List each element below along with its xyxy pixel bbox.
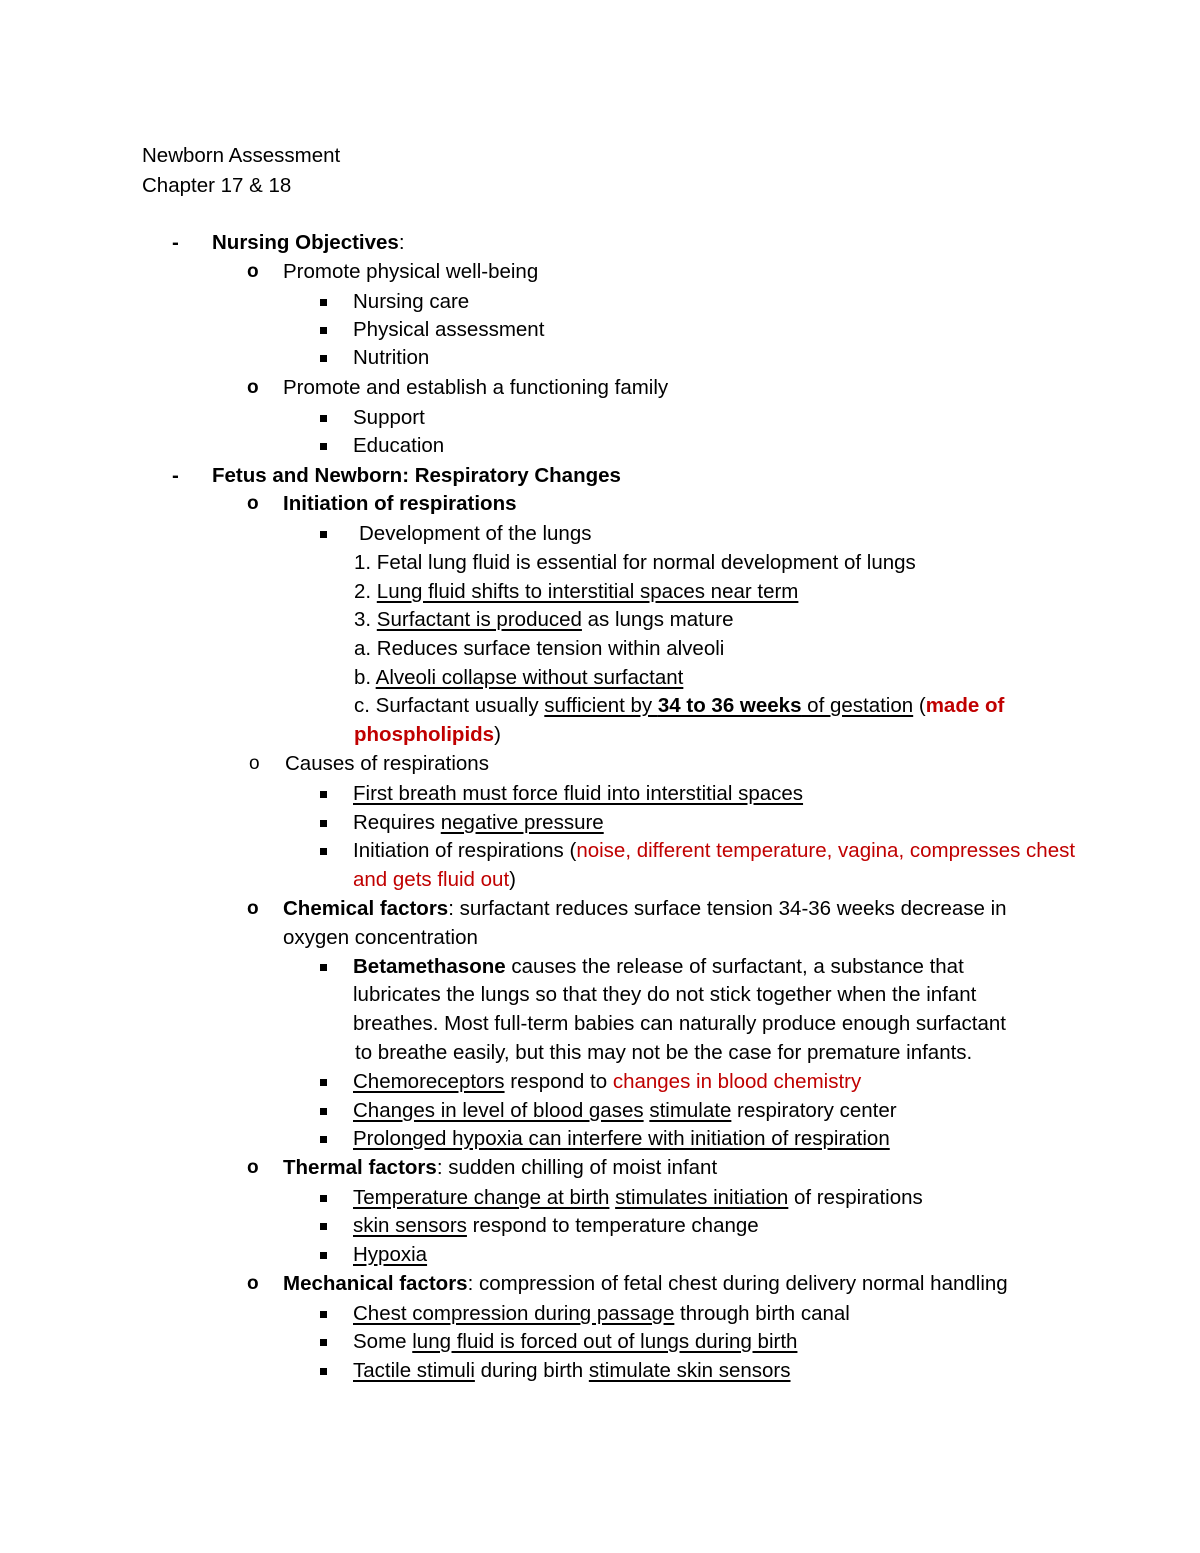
square-bullet-icon [320,415,327,422]
outline-line [353,405,425,431]
text-run: Tactile stimuli [353,1359,475,1382]
circle-bullet-icon: o [249,753,260,774]
square-bullet-icon [320,1223,327,1230]
text-run: Nursing care [353,290,470,313]
square-bullet-icon [320,531,327,538]
text-run: Chemical factors [283,897,449,920]
text-run: made of [925,694,1005,717]
text-run: : compression of fetal chest during delivery normal handling [467,1272,1008,1295]
outline-line [354,665,683,691]
outline-line [353,317,544,343]
text-run: 34 to 36 weeks [657,694,802,717]
text-run: c. Surfactant usually [354,694,545,717]
outline-line [354,579,798,605]
outline-line [353,867,516,893]
text-run: Some [353,1330,413,1353]
circle-bullet-icon: o [247,898,259,919]
outline-line [354,722,501,748]
outline-line [354,607,733,633]
outline-line [283,491,517,517]
text-run: Promote and establish a functioning family [283,376,669,399]
outline-line [283,259,538,285]
outline-line [353,433,444,459]
text-run: of gestation [801,694,914,717]
square-bullet-icon [320,820,327,827]
text-run: stimulate [649,1099,732,1122]
square-bullet-icon [320,1195,327,1202]
text-run: ( [913,694,926,717]
text-run: and gets fluid out [353,868,510,891]
outline-line [353,289,469,315]
outline-line [283,375,668,401]
text-run: to breathe easily, but this may not be the case for premature infants. [355,1041,973,1064]
circle-bullet-icon: o [247,1273,259,1294]
text-run: respond to temperature change [466,1214,759,1237]
outline-line [354,636,724,662]
outline-line [212,230,405,256]
square-bullet-icon [320,1252,327,1259]
text-run: Promote physical well-being [283,260,539,283]
outline-line [353,982,976,1008]
outline-line [353,810,604,836]
text-run: during birth [474,1359,589,1382]
outline-line [353,1213,759,1239]
text-run: skin sensors [353,1214,467,1237]
outline-line [354,693,1004,719]
text-run: Initiation of respirations ( [353,839,577,862]
circle-bullet-icon: o [247,1157,259,1178]
text-run: Development of the lungs [359,522,592,545]
text-run: Support [353,406,425,429]
outline-line [353,1098,897,1124]
square-bullet-icon [320,1311,327,1318]
text-run: negative pressure [440,811,604,834]
text-run: Nursing Objectives [212,231,399,254]
text-run: breathes. Most full-term babies can naturally produce enough surfactant [353,1012,1006,1035]
outline-line [353,1329,797,1355]
square-bullet-icon [320,1136,327,1143]
square-bullet-icon [320,964,327,971]
text-run: oxygen concentration [283,926,478,949]
text-run: a. Reduces surface tension within alveoli [354,637,725,660]
circle-bullet-icon: o [247,261,259,282]
text-run: sufficient by [544,694,658,717]
circle-bullet-icon: o [247,493,259,514]
page-subtitle: Chapter 17 & 18 [142,174,292,197]
outline-line [353,1069,861,1095]
text-run: Requires [353,811,441,834]
outline-line [353,954,964,980]
text-run: Lung fluid shifts to interstitial spaces near term [376,580,799,603]
text-run: respiratory center [731,1099,897,1122]
text-run: Hypoxia [353,1243,428,1266]
outline-line [353,1242,427,1268]
outline-line [353,1185,923,1211]
square-bullet-icon [320,299,327,306]
text-run: Prolonged hypoxia can interfere with initiation of respiration [353,1127,890,1150]
text-run: lung fluid is forced out of lungs during birth [412,1330,798,1353]
square-bullet-icon [320,791,327,798]
text-run: through birth canal [674,1302,850,1325]
square-bullet-icon [320,1368,327,1375]
text-run: Fetus and Newborn: Respiratory Changes [212,464,621,487]
square-bullet-icon [320,1339,327,1346]
text-run: stimulates initiation [615,1186,789,1209]
square-bullet-icon [320,848,327,855]
text-run: Causes of respirations [285,752,489,775]
outline-line [353,1126,890,1152]
outline-line [353,345,429,371]
text-run: 1. Fetal lung fluid is essential for normal development of lungs [354,551,916,574]
outline-line [283,925,478,951]
text-run: Surfactant is produced [376,608,582,631]
text-run: 2. [354,580,377,603]
text-run: phospholipids [354,723,495,746]
outline-line [283,896,1007,922]
outline-line [353,838,1075,864]
square-bullet-icon [320,327,327,334]
page-title: Newborn Assessment [142,144,341,167]
text-run: noise, different temperature, vagina, compresses chest [576,839,1076,862]
text-run: Chemoreceptors [353,1070,505,1093]
text-run: First breath must force fluid into interstitial spaces [353,782,804,805]
text-run: : [398,231,405,254]
outline-line [353,1301,850,1327]
text-run: changes in blood chemistry [612,1070,862,1093]
text-run: Nutrition [353,346,430,369]
text-run: Temperature change at birth [353,1186,610,1209]
text-run: causes the release of surfactant, a substance that [505,955,964,978]
text-run: Mechanical factors [283,1272,468,1295]
text-run: Physical assessment [353,318,545,341]
text-run: lubricates the lungs so that they do not stick together when the infant [353,983,977,1006]
text-run: respond to [504,1070,613,1093]
text-run: Thermal factors [283,1156,437,1179]
text-run: b. [354,666,376,689]
text-run: : surfactant reduces surface tension 34-36 weeks decrease in [448,897,1007,920]
outline-line [355,1040,972,1066]
text-run: : sudden chilling of moist infant [436,1156,718,1179]
outline-line [283,1271,1008,1297]
text-run: 3. [354,608,377,631]
outline-line [353,1011,1006,1037]
outline-line [285,751,489,777]
text-run: Changes in level of blood gases [353,1099,644,1122]
circle-bullet-icon: o [247,377,259,398]
outline-line [353,781,803,807]
outline-line [283,1155,717,1181]
text-run: of respirations [788,1186,923,1209]
text-run: Initiation of respirations [283,492,517,515]
text-run: stimulate skin sensors [588,1359,791,1382]
dash-bullet-icon: - [172,231,179,254]
text-run: ) [509,868,516,891]
outline-line [354,550,916,576]
square-bullet-icon [320,1108,327,1115]
outline-line [212,463,621,489]
square-bullet-icon [320,355,327,362]
square-bullet-icon [320,443,327,450]
text-run: Chest compression during passage [353,1302,675,1325]
outline-line [359,521,591,547]
dash-bullet-icon: - [172,464,179,487]
text-run: Betamethasone [353,955,506,978]
text-run: Education [353,434,445,457]
outline-line [353,1358,791,1384]
square-bullet-icon [320,1079,327,1086]
text-run: as lungs mature [581,608,734,631]
text-run: Alveoli collapse without surfactant [375,666,684,689]
text-run: ) [494,723,501,746]
